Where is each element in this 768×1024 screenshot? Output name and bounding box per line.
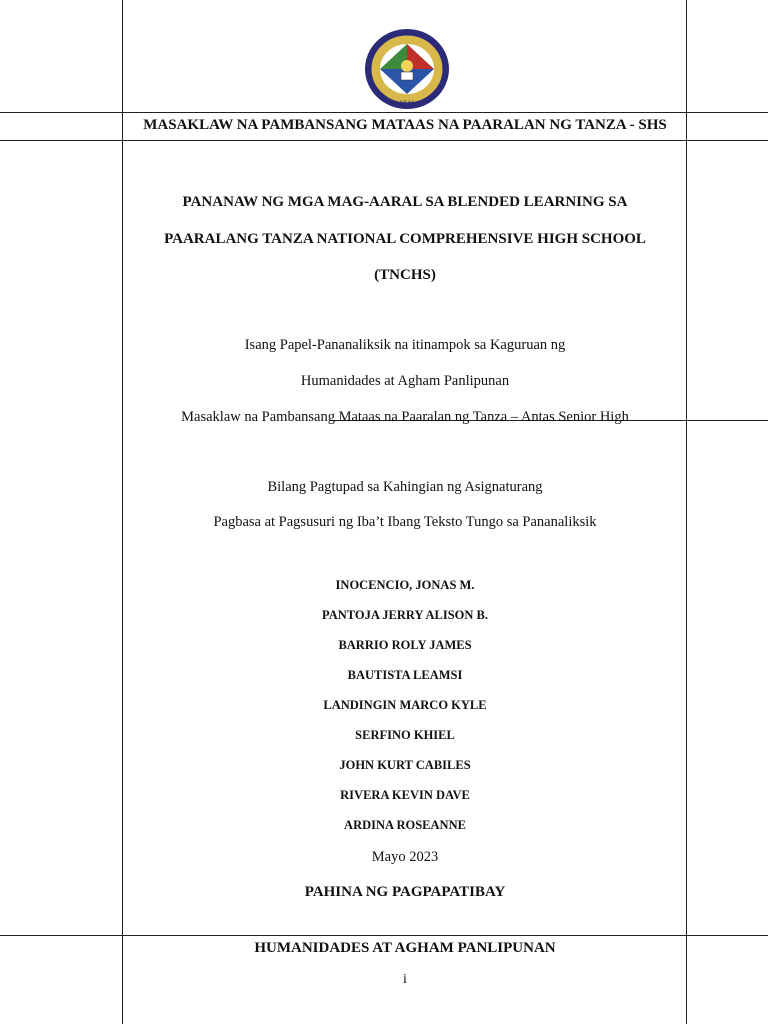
author-5: LANDINGIN MARCO KYLE	[323, 698, 487, 712]
author-7: JOHN KURT CABILES	[339, 758, 471, 772]
header-bottom-line	[0, 140, 768, 141]
title-line-2: PAARALANG TANZA NATIONAL COMPREHENSIVE HIGH SCHOOL	[164, 231, 646, 247]
intro-line-3: Masaklaw na Pambansang Mataas na Paaralan ng Tanza – Antas Senior High	[181, 409, 629, 425]
seal-year: 1946	[399, 100, 415, 107]
footer-top-line	[0, 935, 768, 936]
author-4: BAUTISTA LEAMSI	[347, 668, 463, 682]
date: Mayo 2023	[371, 849, 439, 865]
section-title: PAHINA NG PAGPAPATIBAY	[304, 884, 506, 900]
right-margin-line	[686, 0, 687, 1024]
intro-line-1: Isang Papel-Pananaliksik na itinampok sa Kaguruan ng	[244, 337, 566, 353]
page-number: i	[403, 972, 407, 987]
title-line-3: (TNCHS)	[374, 267, 436, 283]
requirement-line-2: Pagbasa at Pagsusuri ng Iba’t Ibang Teksto Tungo sa Pananaliksik	[213, 514, 597, 530]
requirement-line-1: Bilang Pagtupad sa Kahingian ng Asignaturang	[267, 479, 543, 495]
author-6: SERFINO KHIEL	[355, 728, 455, 742]
left-margin-line	[122, 0, 123, 1024]
school-seal-logo	[364, 28, 450, 110]
author-8: RIVERA KEVIN DAVE	[340, 788, 470, 802]
author-9: ARDINA ROSEANNE	[344, 818, 466, 832]
title-line-1: PANANAW NG MGA MAG-AARAL SA BLENDED LEARNING SA	[182, 194, 628, 210]
author-2: PANTOJA JERRY ALISON B.	[321, 608, 489, 622]
school-header: MASAKLAW NA PAMBANSANG MATAAS NA PAARALAN NG TANZA - SHS	[143, 117, 667, 133]
footer-department: HUMANIDADES AT AGHAM PANLIPUNAN	[254, 940, 556, 956]
intro-line-2: Humanidades at Agham Panlipunan	[300, 373, 510, 389]
author-3: BARRIO ROLY JAMES	[338, 638, 472, 652]
header-top-line	[0, 112, 768, 113]
author-1: INOCENCIO, JONAS M.	[335, 578, 475, 592]
